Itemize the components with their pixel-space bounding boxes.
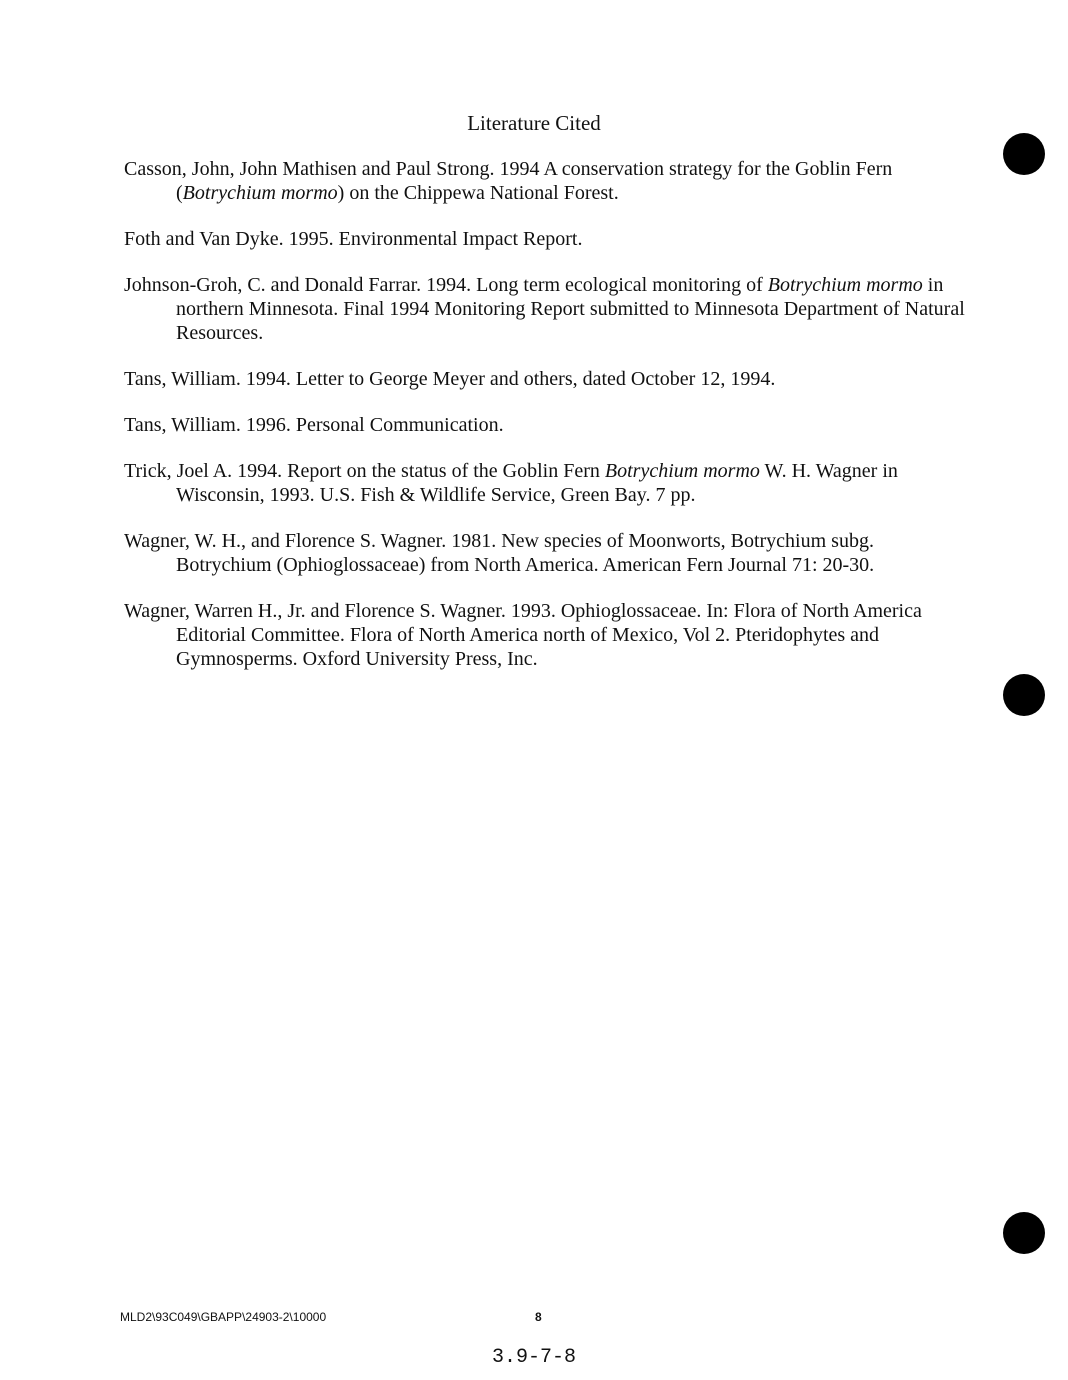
footer-document-number: 3.9-7-8 (491, 1346, 576, 1369)
reference-text: Casson, John, John Mathisen and Paul Strong. 1994 A conservation strategy for the Goblin Fern ( (124, 158, 893, 204)
reference-text: Tans, William. 1994. Letter to George Meyer and others, dated October 12, 1994. (124, 368, 776, 390)
reference-entry (124, 459, 974, 507)
reference-text: Wagner, W. H., and Florence S. Wagner. 1981. New species of Moonworts, Botrychium subg. Botrychium (Ophioglossaceae) from North America. American Fern Journal 71: 20-30. (124, 530, 875, 576)
reference-entry (124, 413, 974, 437)
reference-text: Foth and Van Dyke. 1995. Environmental Impact Report. (124, 228, 583, 250)
reference-text: in northern Minnesota. Final 1994 Monitoring Report submitted to Minnesota Department of Natural Resources. (176, 274, 965, 344)
reference-entry (124, 367, 974, 391)
reference-text: ) on the Chippewa National Forest. (337, 182, 619, 204)
reference-entry (124, 227, 974, 251)
section-title: Literature Cited (467, 111, 601, 135)
reference-text: Trick, Joel A. 1994. Report on the status of the Goblin Fern (124, 460, 605, 482)
reference-text: Wagner, Warren H., Jr. and Florence S. Wagner. 1993. Ophioglossaceae. In: Flora of North America Editorial Committee. Flora of North America north of Mexico, Vol 2. Pteridophytes and Gymnosperms. Oxford University Press, Inc. (124, 600, 922, 670)
species-name: Botrychium mormo (767, 274, 923, 296)
reference-entry (124, 529, 974, 577)
punch-hole-icon (1003, 674, 1045, 716)
punch-hole-icon (1003, 133, 1045, 175)
species-name: Botrychium mormo (604, 460, 760, 482)
footer-file-path: MLD2\93C049\GBAPP\24903-2\10000 (120, 1310, 327, 1324)
reference-text: Johnson-Groh, C. and Donald Farrar. 1994. Long term ecological monitoring of (124, 274, 768, 296)
reference-text: W. H. Wagner in Wisconsin, 1993. U.S. Fish & Wildlife Service, Green Bay. 7 pp. (176, 460, 898, 506)
reference-entry (124, 157, 974, 205)
species-name: Botrychium mormo (182, 182, 338, 204)
reference-entry (124, 273, 974, 345)
footer-page-number: 8 (535, 1310, 542, 1324)
reference-list (124, 157, 974, 693)
punch-hole-icon (1003, 1212, 1045, 1254)
reference-text: Tans, William. 1996. Personal Communication. (124, 414, 504, 436)
reference-entry (124, 599, 974, 671)
